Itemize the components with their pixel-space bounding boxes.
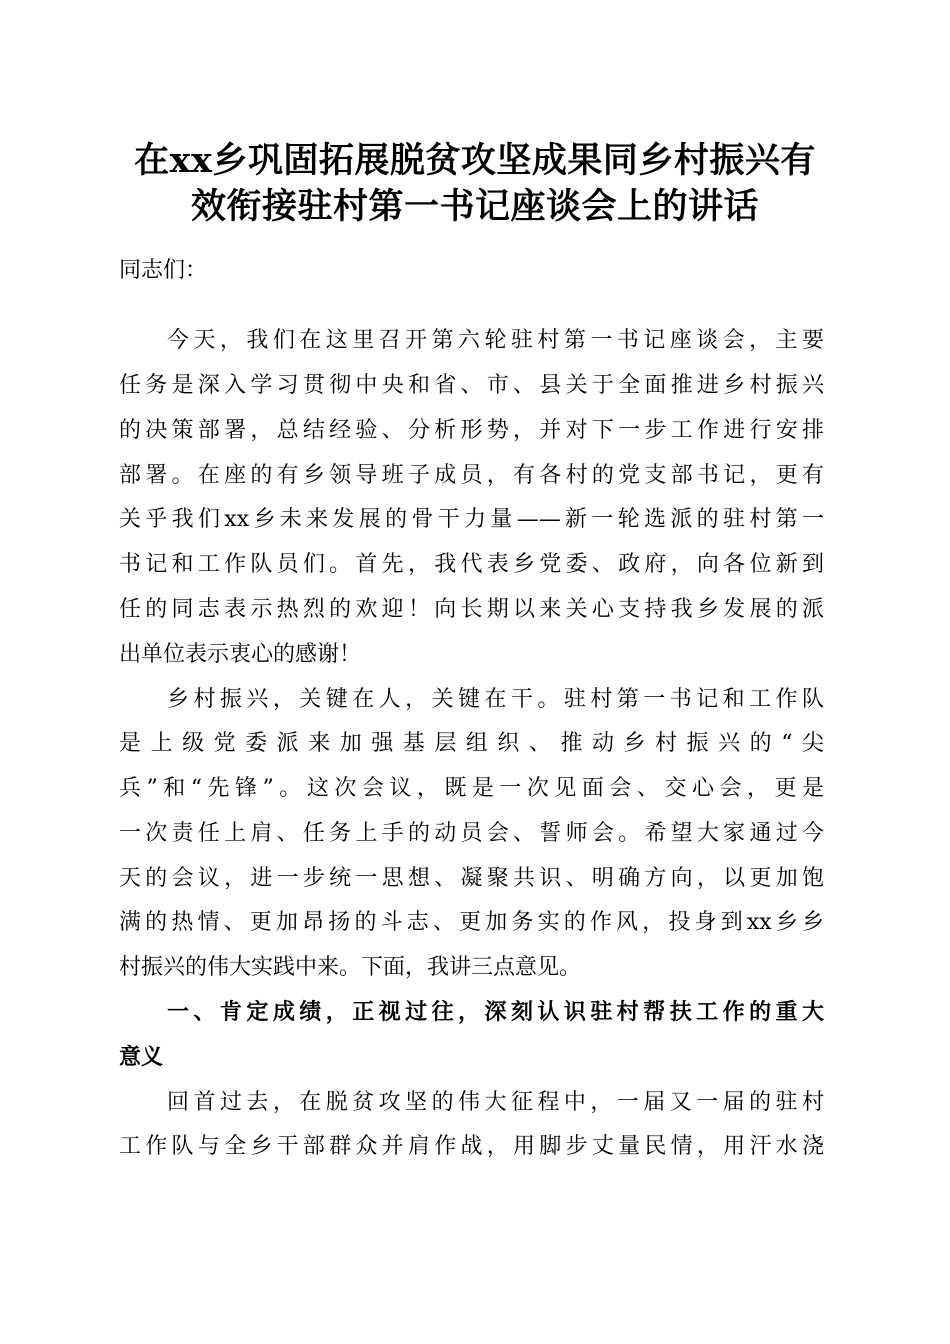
paragraph2-line-6: 满的热情、更加昂扬的斗志、更加务实的作风，投身到xx乡乡 — [119, 910, 824, 935]
paragraph2-line-1: 乡村振兴，关键在人，关键在干。驻村第一书记和工作队 — [167, 687, 824, 712]
paragraph2-line-3: 兵”和“先锋”。这次会议，既是一次见面会、交心会，更是 — [119, 776, 824, 801]
section-heading-1-line-1: 一、肯定成绩，正视过往，深刻认识驻村帮扶工作的重大 — [167, 1000, 824, 1025]
paragraph2-line-7: 村振兴的伟大实践中来。下面，我讲三点意见。 — [119, 955, 582, 980]
paragraph3-line-1: 回首过去，在脱贫攻坚的伟大征程中，一届又一届的驻村 — [167, 1090, 824, 1115]
document-title-line-1: 在xx乡巩固拓展脱贫攻坚成果同乡村振兴有 — [134, 140, 816, 181]
paragraph1-line-1: 今天，我们在这里召开第六轮驻村第一书记座谈会，主要 — [167, 328, 824, 353]
paragraph1-line-4: 部署。在座的有乡领导班子成员，有各村的党支部书记，更有 — [119, 463, 824, 488]
paragraph2-line-4: 一次责任上肩、任务上手的动员会、誓师会。希望大家通过今 — [119, 821, 824, 846]
paragraph1-line-8: 出单位表示衷心的感谢！ — [119, 642, 362, 667]
salutation: 同志们： — [119, 258, 208, 283]
document-title-line-2: 效衔接驻村第一书记座谈会上的讲话 — [190, 186, 759, 227]
paragraph1-line-3: 的决策部署，总结经验、分析形势，并对下一步工作进行安排 — [119, 418, 824, 443]
paragraph3-line-2: 工作队与全乡干部群众并肩作战，用脚步丈量民情，用汗水浇 — [119, 1134, 824, 1159]
paragraph2-line-2: 是上级党委派来加强基层组织、推动乡村振兴的“尖 — [119, 731, 824, 756]
paragraph1-line-5: 关乎我们xx乡未来发展的骨干力量——新一轮选派的驻村第一 — [119, 507, 824, 532]
paragraph2-line-5: 天的会议，进一步统一思想、凝聚共识、明确方向，以更加饱 — [119, 866, 824, 891]
paragraph1-line-2: 任务是深入学习贯彻中央和省、市、县关于全面推进乡村振兴 — [119, 373, 824, 398]
paragraph1-line-7: 任的同志表示热烈的欢迎！向长期以来关心支持我乡发展的派 — [119, 597, 824, 622]
paragraph1-line-6: 书记和工作队员们。首先，我代表乡党委、政府，向各位新到 — [119, 552, 824, 577]
section-heading-1-line-2: 意义 — [119, 1045, 164, 1070]
